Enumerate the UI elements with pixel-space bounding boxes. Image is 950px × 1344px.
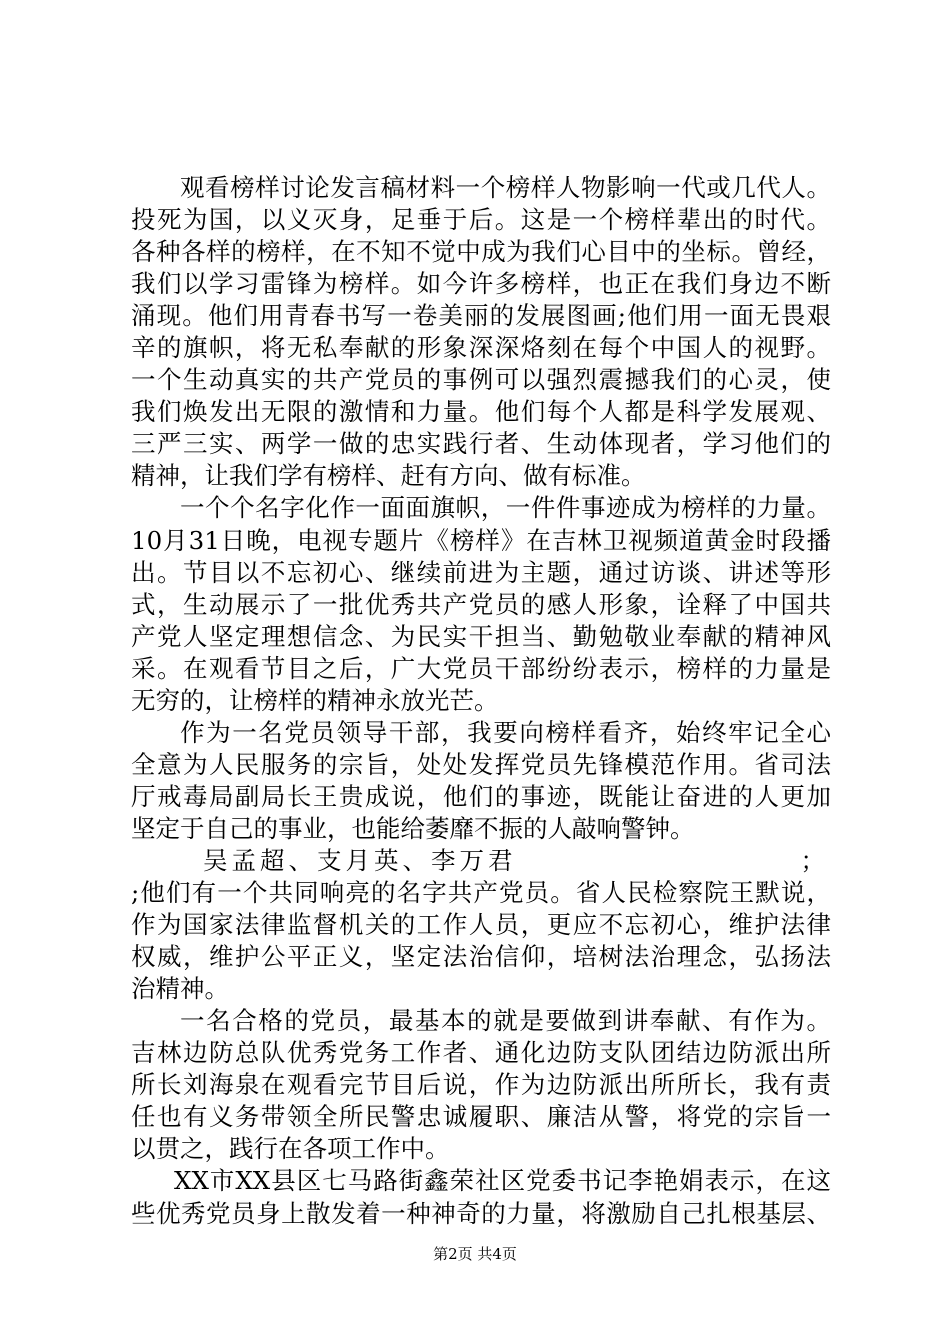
paragraph-2-line-2: 10月31日晚，电视专题片《榜样》在吉林卫视频道黄金时段播 — [131, 525, 831, 555]
paragraph-3-line-4: 坚定于自己的事业，也能给萎靡不振的人敲响警钟。 — [131, 813, 695, 843]
paragraph-6-line-2: 些优秀党员身上散发着一种神奇的力量，将激励自己扎根基层、 — [131, 1198, 831, 1228]
paragraph-5-line-4: 任也有义务带领全所民警忠诚履职、廉洁从警，将党的宗旨一 — [131, 1102, 831, 1132]
names-semicolon: ； — [800, 845, 825, 875]
paragraph-1-line-7: 一个生动真实的共产党员的事例可以强烈震撼我们的心灵，使 — [131, 365, 831, 395]
paragraph-5-line-5: 以贯之，践行在各项工作中。 — [131, 1134, 450, 1164]
document-body — [131, 172, 831, 1230]
paragraph-6-line-1: XX市XX县区七马路街鑫荣社区党委书记李艳娟表示，在这 — [174, 1166, 831, 1196]
paragraph-1-line-4: 我们以学习雷锋为榜样。如今许多榜样，也正在我们身边不断 — [131, 269, 831, 299]
paragraph-4-line-3: 权威，维护公平正义，坚定法治信仰，培树法治理念，弘扬法 — [131, 942, 831, 972]
names-text: 吴孟超、支月英、李万君 — [203, 845, 517, 875]
names-line — [131, 845, 831, 877]
paragraph-4-line-4: 治精神。 — [131, 974, 229, 1004]
paragraph-1-line-1: 观看榜样讨论发言稿材料一个榜样人物影响一代或几代人。 — [180, 173, 831, 202]
paragraph-1-line-2: 投死为国，以义灭身，足垂于后。这是一个榜样辈出的时代。 — [131, 205, 831, 235]
paragraph-1-line-9: 三严三实、两学一做的忠实践行者、生动体现者，学习他们的 — [131, 429, 831, 459]
paragraph-1-line-5: 涌现。他们用青春书写一卷美丽的发展图画;他们用一面无畏艰 — [131, 301, 831, 331]
paragraph-2-line-5: 产党人坚定理想信念、为民实干担当、勤勉敬业奉献的精神风 — [131, 621, 831, 651]
paragraph-5-line-2: 吉林边防总队优秀党务工作者、通化边防支队团结边防派出所 — [131, 1038, 831, 1068]
paragraph-2-line-3: 出。节目以不忘初心、继续前进为主题，通过访谈、讲述等形 — [131, 557, 831, 587]
paragraph-1-line-10: 精神，让我们学有榜样、赶有方向、做有标准。 — [131, 461, 646, 491]
paragraph-4-line-2: 作为国家法律监督机关的工作人员，更应不忘初心，维护法律 — [131, 910, 831, 940]
paragraph-1-line-8: 我们焕发出无限的激情和力量。他们每个人都是科学发展观、 — [131, 397, 831, 427]
paragraph-2-line-4: 式，生动展示了一批优秀共产党员的感人形象，诠释了中国共 — [131, 589, 831, 619]
paragraph-5-line-3: 所长刘海泉在观看完节目后说，作为边防派出所所长，我有责 — [131, 1070, 831, 1100]
paragraph-2-line-6: 采。在观看节目之后，广大党员干部纷纷表示，榜样的力量是 — [131, 653, 831, 683]
paragraph-1-line-6: 辛的旗帜，将无私奉献的形象深深烙刻在每个中国人的视野。 — [131, 333, 831, 363]
page-number-footer: 第2页 共4页 — [433, 1245, 517, 1263]
paragraph-2-line-1: 一个个名字化作一面面旗帜，一件件事迹成为榜样的力量。 — [180, 493, 831, 523]
paragraph-5-line-1: 一名合格的党员，最基本的就是要做到讲奉献、有作为。 — [180, 1006, 831, 1036]
paragraph-3-line-3: 厅戒毒局副局长王贵成说，他们的事迹，既能让奋进的人更加 — [131, 781, 831, 811]
paragraph-1-line-3: 各种各样的榜样，在不知不觉中成为我们心目中的坐标。曾经， — [131, 237, 831, 267]
paragraph-2-line-7: 无穷的，让榜样的精神永放光芒。 — [131, 685, 499, 715]
paragraph-3-line-1: 作为一名党员领导干部，我要向榜样看齐，始终牢记全心 — [180, 717, 831, 747]
paragraph-4-line-1: ;他们有一个共同响亮的名字共产党员。省人民检察院王默说， — [131, 878, 831, 908]
paragraph-3-line-2: 全意为人民服务的宗旨，处处发挥党员先锋模范作用。省司法 — [131, 749, 831, 779]
